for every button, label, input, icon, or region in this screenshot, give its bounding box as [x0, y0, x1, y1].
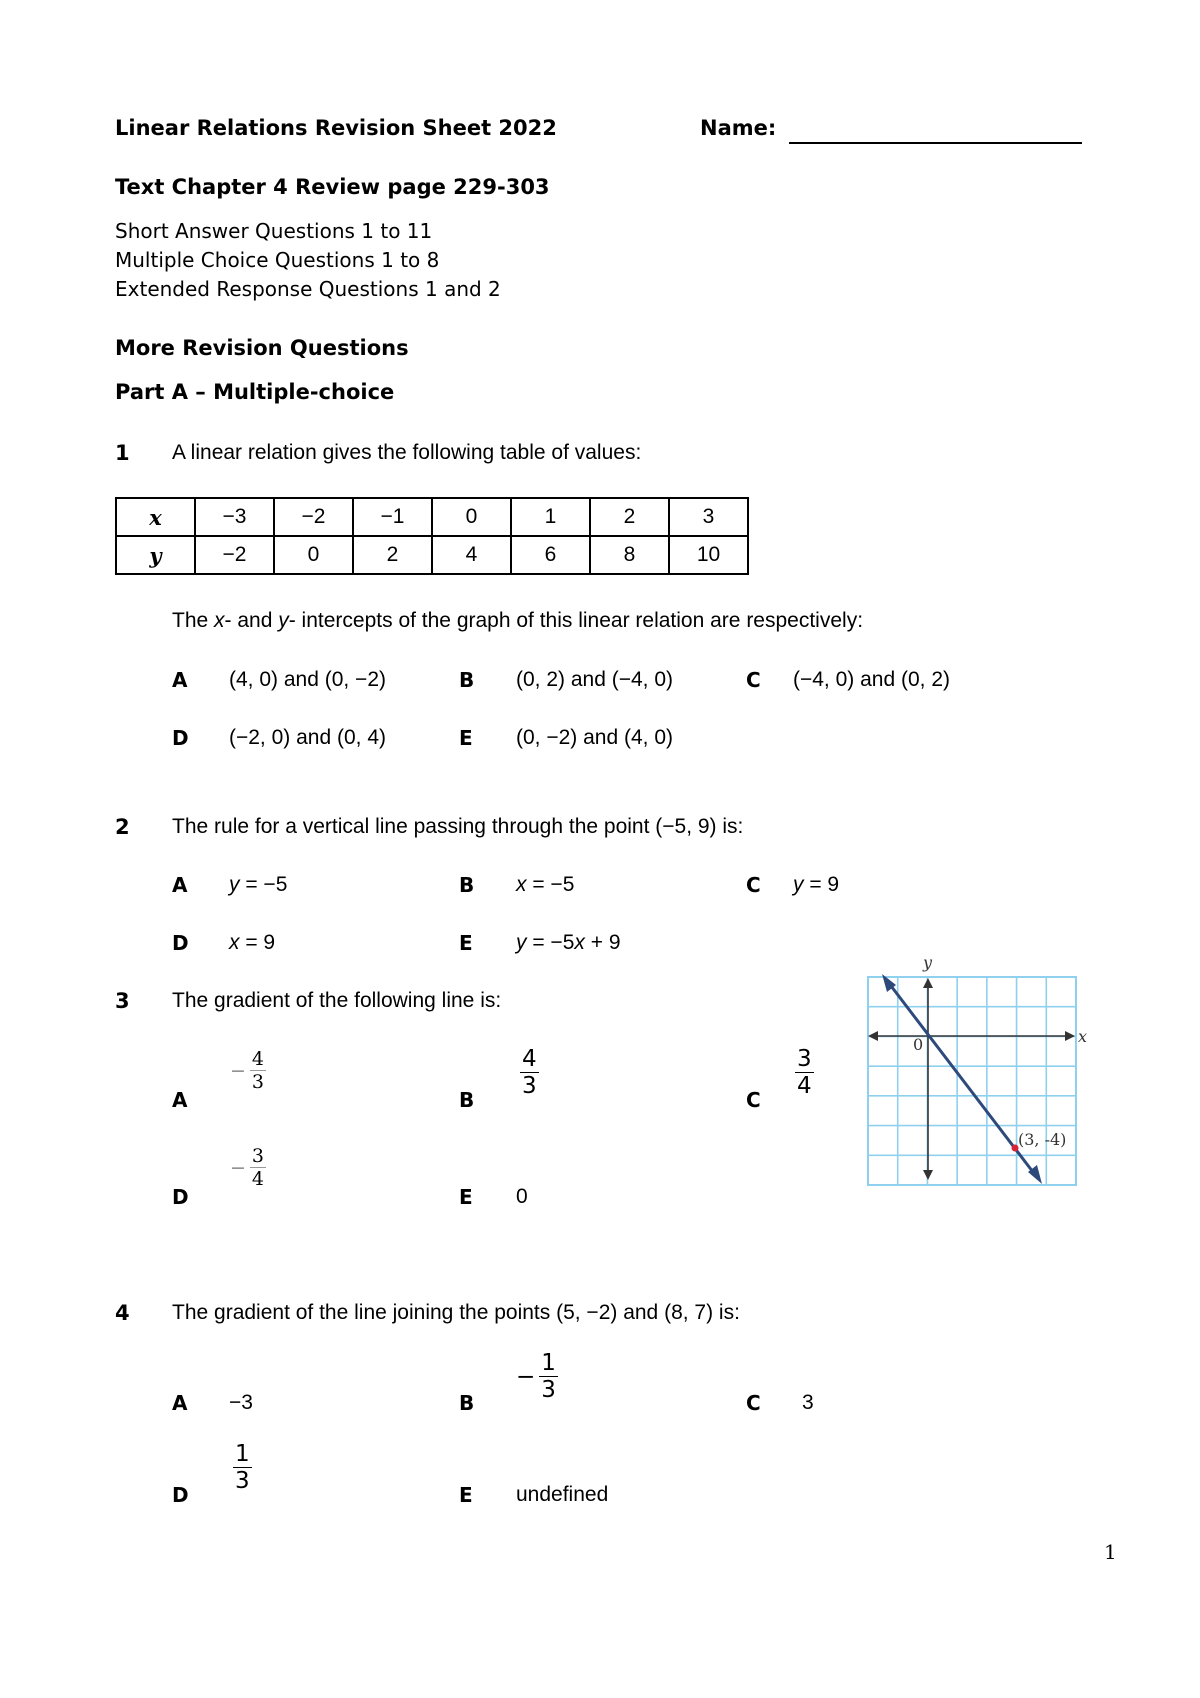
q3-option-d-letter[interactable]: D: [172, 1185, 189, 1209]
fraction-numerator: 3: [251, 1145, 265, 1167]
table-cell: −1: [353, 498, 432, 536]
q2-option-a-value: = −5: [239, 873, 288, 896]
q1-option-d-text[interactable]: (−2, 0) and (0, 4): [229, 726, 386, 749]
q1-option-e-letter[interactable]: E: [459, 726, 473, 750]
q1-option-c-text[interactable]: (−4, 0) and (0, 2): [793, 668, 950, 691]
q4-option-c-letter[interactable]: C: [746, 1391, 761, 1415]
table-cell: 6: [511, 536, 590, 574]
q1-prompt: [172, 609, 863, 633]
table-cell: 10: [669, 536, 748, 574]
q4-option-d-letter[interactable]: D: [172, 1483, 189, 1507]
table-cell: −2: [274, 498, 353, 536]
part-a-heading: Part A – Multiple-choice: [115, 380, 395, 404]
fraction-sign: −: [230, 1059, 246, 1082]
fraction-sign: −: [230, 1156, 246, 1179]
q1-option-d-letter[interactable]: D: [172, 726, 189, 750]
q2-option-e-text[interactable]: [516, 931, 621, 955]
name-label: Name:: [700, 116, 777, 140]
more-revision-heading: More Revision Questions: [115, 336, 409, 360]
q2-option-e-value: = −5: [526, 931, 575, 954]
fraction-denominator: 3: [522, 1073, 537, 1099]
fraction-numerator: 1: [235, 1441, 250, 1467]
q2-option-a-var: y: [229, 873, 240, 896]
q1-option-b-letter[interactable]: B: [459, 668, 475, 692]
table-cell: 3: [669, 498, 748, 536]
assignment-extended-response: Extended Response Questions 1 and 2: [115, 277, 501, 301]
fraction-stack: [233, 1441, 252, 1494]
fraction-denominator: 4: [251, 1168, 265, 1190]
q3-option-d-fraction[interactable]: [230, 1145, 266, 1190]
table-cell: −3: [195, 498, 274, 536]
graph-grid: [868, 977, 1076, 1185]
q2-option-e-letter[interactable]: E: [459, 931, 473, 955]
x-axis-left-arrow: [868, 1031, 878, 1041]
q3-option-b-letter[interactable]: B: [459, 1088, 475, 1112]
q2-number: 2: [115, 815, 130, 839]
y-axis: [923, 978, 933, 1180]
q3-option-c-fraction[interactable]: [795, 1046, 814, 1099]
q4-option-a-letter[interactable]: A: [172, 1391, 188, 1415]
q1-prompt-part: - intercepts of the graph of this linear relation are respectively:: [288, 609, 864, 632]
q2-stem: The rule for a vertical line passing through the point (−5, 9) is:: [172, 815, 744, 838]
table-cell: 4: [432, 536, 511, 574]
q2-option-c-letter[interactable]: C: [746, 873, 761, 897]
x-axis: [868, 1031, 1075, 1041]
q1-prompt-var-y: y: [278, 609, 289, 632]
q1-prompt-part: - and: [224, 609, 279, 632]
q3-stem: The gradient of the following line is:: [172, 989, 502, 1012]
q4-option-b-letter[interactable]: B: [459, 1391, 475, 1415]
q2-option-b-value: = −5: [526, 873, 575, 896]
q3-option-c-letter[interactable]: C: [746, 1088, 761, 1112]
q1-option-a-text[interactable]: (4, 0) and (0, −2): [229, 668, 386, 691]
q2-option-e-var: y: [516, 931, 527, 954]
fraction-numerator: 1: [541, 1350, 556, 1376]
q4-option-b-fraction[interactable]: [516, 1350, 558, 1403]
q2-option-e-var2: x: [574, 931, 585, 954]
q2-option-c-text[interactable]: [793, 873, 839, 897]
assignment-short-answer: Short Answer Questions 1 to 11: [115, 219, 433, 243]
table-cell: −2: [195, 536, 274, 574]
q4-option-d-fraction[interactable]: [233, 1441, 252, 1494]
q2-option-d-value: = 9: [239, 931, 276, 954]
table-cell: 1: [511, 498, 590, 536]
q4-option-e-text[interactable]: undefined: [516, 1483, 609, 1506]
q3-option-b-fraction[interactable]: [520, 1046, 539, 1099]
fraction-stack: [539, 1350, 558, 1403]
fraction-sign: −: [516, 1363, 536, 1390]
fraction-denominator: 4: [797, 1073, 812, 1099]
origin-label: 0: [913, 1035, 924, 1054]
fraction-numerator: 3: [797, 1046, 812, 1072]
q2-option-c-value: = 9: [803, 873, 840, 896]
q2-option-c-var: y: [793, 873, 804, 896]
q4-stem: The gradient of the line joining the points (5, −2) and (8, 7) is:: [172, 1301, 740, 1324]
q1-values-table: [115, 497, 749, 575]
q1-prompt-part: The: [172, 609, 215, 632]
q1-option-c-letter[interactable]: C: [746, 668, 761, 692]
table-cell: 0: [274, 536, 353, 574]
q1-stem: A linear relation gives the following table of values:: [172, 441, 642, 464]
q2-option-b-text[interactable]: [516, 873, 574, 897]
q3-gradient-graph: [860, 950, 1090, 1190]
q2-option-a-letter[interactable]: A: [172, 873, 188, 897]
q1-option-a-letter[interactable]: A: [172, 668, 188, 692]
gradient-line: [882, 974, 1042, 1184]
y-axis-label: y: [923, 953, 933, 972]
q1-prompt-var-x: x: [214, 609, 225, 632]
q3-option-a-fraction[interactable]: [230, 1048, 266, 1093]
y-axis-up-arrow: [923, 978, 933, 988]
q2-option-e-value2: + 9: [584, 931, 621, 954]
x-axis-label: x: [1078, 1027, 1088, 1046]
q1-number: 1: [115, 441, 130, 465]
y-axis-down-arrow: [923, 1170, 933, 1180]
table-header-x: x: [116, 498, 195, 536]
table-cell: 8: [590, 536, 669, 574]
q3-option-a-letter[interactable]: A: [172, 1088, 188, 1112]
fraction-denominator: 3: [541, 1377, 556, 1403]
table-header-y: y: [116, 536, 195, 574]
table-row: [116, 536, 748, 574]
q2-option-a-text[interactable]: [229, 873, 287, 897]
q2-option-d-var: x: [229, 931, 240, 954]
table-cell: 2: [590, 498, 669, 536]
q4-option-a-text[interactable]: −3: [229, 1391, 253, 1414]
q4-number: 4: [115, 1301, 130, 1325]
grid-border: [868, 977, 1076, 1185]
fraction-stack: [520, 1046, 539, 1099]
table-cell: 0: [432, 498, 511, 536]
page-number: 1: [1104, 1540, 1117, 1564]
fraction-stack: [250, 1145, 266, 1190]
q3-option-e-letter[interactable]: E: [459, 1185, 473, 1209]
chapter-reference: Text Chapter 4 Review page 229-303: [115, 175, 550, 199]
fraction-stack: [250, 1048, 266, 1093]
x-axis-right-arrow: [1065, 1031, 1075, 1041]
q1-option-b-text[interactable]: (0, 2) and (−4, 0): [516, 668, 673, 691]
fraction-stack: [795, 1046, 814, 1099]
q3-number: 3: [115, 989, 130, 1013]
q4-option-e-letter[interactable]: E: [459, 1483, 473, 1507]
q4-option-c-text[interactable]: 3: [802, 1391, 814, 1414]
assignment-multiple-choice: Multiple Choice Questions 1 to 8: [115, 248, 440, 272]
table-cell: 2: [353, 536, 432, 574]
q2-option-b-var: x: [516, 873, 527, 896]
q2-option-d-text[interactable]: [229, 931, 275, 955]
q2-option-d-letter[interactable]: D: [172, 931, 189, 955]
q2-option-b-letter[interactable]: B: [459, 873, 475, 897]
sheet-title: Linear Relations Revision Sheet 2022: [115, 116, 557, 140]
fraction-numerator: 4: [522, 1046, 537, 1072]
point-label: (3, -4): [1018, 1130, 1067, 1149]
name-blank-line: [789, 142, 1082, 144]
q3-option-e-text[interactable]: 0: [516, 1185, 528, 1208]
fraction-denominator: 3: [235, 1468, 250, 1494]
q1-option-e-text[interactable]: (0, −2) and (4, 0): [516, 726, 673, 749]
fraction-numerator: 4: [251, 1048, 265, 1070]
table-row: [116, 498, 748, 536]
fraction-denominator: 3: [251, 1071, 265, 1093]
